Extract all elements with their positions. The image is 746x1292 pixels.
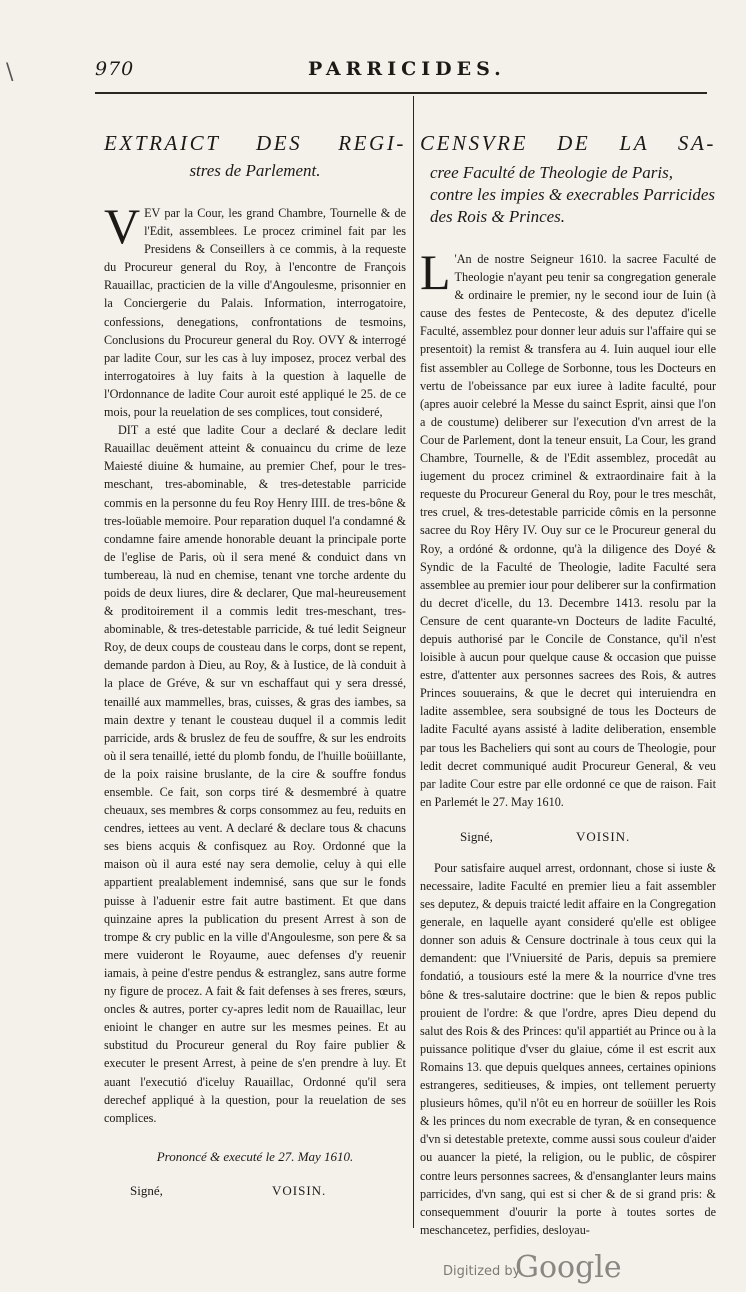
- right-voisin: VOISIN.: [576, 828, 631, 844]
- left-paragraph-1: [104, 198, 406, 421]
- left-para1-text: EV par la Cour, les grand Chambre, Tournelle & de l'Edit, assemblees. Le procez criminel fait par les Presidens & Conseillers à ce commis, à la requeste du Procureur general du Roy, à l'encontre de François Rauaillac, practicien de la ville d'Angoulesme, prisonnier en la Conciergerie du Palais. Information, interrogatoire, confessions, denegations, confrontations de tesmoins, Conclusions du Procureur general du Roy. OVY & interrogé par ladite Cour, sur les cas à luy imposez, procez verbal des interrogatoires à luy faits à la question à laquelle de l'Ordonnance de ladite Cour auroit esté appliqué le 25. de ce mois, pour la reuelation de ses complices, tout consideré,: [104, 206, 406, 420]
- running-title: PARRICIDES.: [308, 58, 506, 80]
- right-title-italic: cree Faculté de Theologie de Paris, contre les impies & execrables Parricides des Rois & Princes.: [430, 163, 715, 226]
- google-logo: Google: [515, 1250, 622, 1285]
- pronounce-line: Prononcé & executé le 27. May 1610.: [156, 1148, 354, 1164]
- page-number: 970: [95, 58, 135, 80]
- left-paragraph-2: DIT a esté que ladite Cour a declaré & declare ledit Rauaillac deuëment atteint & conuaincu du crime de leze Maiesté diuine & humaine, au premier Chef, pour le tres-meschant, tres-abominable, & tres-detestable parricide commis en la personne du feu Roy Henry IIII. de tres-bône & tres-loüable memoire. Pour reparation duquel l'a condamné & condamne faire amende honorable deuant la principale porte de l'eglise de Paris, où il sera mené & conduict dans vn tumbereau, là nud en chemise, tenant vne torche ardente du poids de deux liures, dire & declarer, Que mal-heureusement & proditoirement il a commis ledit tres-meschant, tres-abominable, & tres-detestable parricide, & tué ledit Seigneur Roy, de deux coups de cousteau dans le corps, dont se repent, demande pardon à Dieu, au Roy, & à Iustice, de là conduit à la place de Gréve, & sur vn eschaffaut qui y sera dressé, tenaillé aux mammelles, bras, cuisses, & gras des iambes, sa main dextre y tenant le cousteau duquel il a commis ledit parricide, ards & bruslez de feu de souffre, & sur les endroits où il sera tenaillé, ietté du plomb fondu, de l'huille boüillante, de la poix raisine bruslante, de la cire & souffre fondus ensemble. Ce fait, son corps tiré & desmembré à quatre cheuaux, ses membres & corps consommez au feu, reduits en cendres, iettees au vent. A declaré & declare tous & chacuns ses biens acquis & confisquez au Roy. Ordonné que la maison où il aura esté nay sera demolie, celuy à qui elle appartient prealablement indemnisé, sans que sur le fonds puisse à l'aduenir estre fait autre bastiment. Et que dans quinzaine apres la publication du present Arrest à son de trompe & cry public en la ville d'Angoulesme, son pere & sa mere vuideront le Royaume, auec defenses d'y reuenir iamais, à peine d'estre pendus & estranglez, sans autre forme ny figure de procez. A fait & fait defenses à ses freres, sœurs, oncles & autres, porter cy-apres ledit nom de Rauaillac, leur enioint le changer en autre sur les mesmes peines. Et au substitud du Procureur general du Roy faire publier & executer le present Arrest, à peine de s'en prendre à luy. Et auant l'executió d'iceluy Rauaillac, Ordonné qu'il sera derechef appliqué à la question, pour la reuelation de ses complices.: [104, 423, 406, 1125]
- right-paragraph-2: Pour satisfaire auquel arrest, ordonnant, chose si iuste & necessaire, ladite Faculté en premier lieu a fait assembler ses deputez, & depuis traicté ledit affaire en la Congregation generale, en laquelle ayant consideré qu'elle est obligee donner son aduis & Censure doctrinale à tous ceux qui la demandent: que l'Vniuersité de Paris, depuis sa premiere fondatió, a tousiours esté la mere & la nourrice d'vne tres bône & tres-salutaire doctrine: que le bien & repos public prouient de l'ordre: & que l'ordre, apres Dieu depend du salut des Rois & des Princes: qu'il appartiét au Prince ou à la puissance politique d'vser du glaiue, cóme il est escrit aux Romains 13. que depuis quelques annees, certaines opinions estrangeres, seditieuses, & impies, ont tellement peruerty plusieurs hômes, qu'il n'ôt eu en horreur de soüiller les Rois & les princes du nom execrable de tyran, & en consequence d'vn si detestable pretexte, comme aussi sous couleur d'aider ou auancer la pieté, la religion, ou le public, de côspirer contre leurs personnes sacrees, & d'ensanglanter leurs mains parricides, d'vn sang, qui est si cher & de si grand pris: & consequemment d'ouurir la porte à toutes sortes de meschancetez, perfidies, desloyau-: [420, 860, 716, 1237]
- left-signe: Signé,: [130, 1182, 163, 1198]
- left-voisin: VOISIN.: [272, 1182, 327, 1198]
- left-column: [104, 96, 406, 1203]
- right-paragraph-1: [420, 244, 716, 811]
- left-dropcap: V: [104, 198, 141, 254]
- running-head: [95, 58, 707, 84]
- right-signature: [420, 829, 716, 849]
- left-title-caps: EXTRAICT DES REGI-: [104, 131, 406, 155]
- column-divider: [413, 96, 414, 1228]
- header-rule: [95, 92, 707, 94]
- right-signe: Signé,: [460, 828, 493, 844]
- margin-mark: \: [6, 60, 14, 85]
- left-title-italic: stres de Parlement.: [189, 161, 321, 180]
- right-para1-text: 'An de nostre Seigneur 1610. la sacree Faculté de Theologie n'ayant peu tenir sa congregation generale & ordinaire le premier, ny le second iour de Iuin (à cause des festes de Pentecoste, & des deputez d'icelle Faculté, assemblez pour donner leur aduis sur l'affaire qui se presentoit) la remist & transfera au 4. Iuin auquel iour elle fist assembler au College de Sorbonne, tous les Docteurs en vertu de l'obeissance par eux iuree à ladite faculté, pour (apres auoir celebré la Messe du sainct Esprit, ainsi que l'on a de coustume) deliberer sur l'execution d'vn arrest de la Cour de Parlement, dont la teneur ensuit, La Cour, les grand Chambre, Tournelle, & de l'Edit assemblez, procedât au iugement du procez criminel & extraordinaire fait à la requeste du Procureur General du Roy, pour le tres meschât, tres cruel, & tres-detestable parricide cômis en la personne sacree du Roy Hêry IV. Ouy sur ce le Procureur general du Roy, a ordóné & ordonne, qu'à la diligence des Doyé & Syndic de la Faculté de Theologie, ladite Faculté sera assemblee au premier iour pour deliberer sur la confirmation du decret d'icelle, du 13. Decembre 1413. resolu par la Censure de cent quarante-vn Docteurs de ladite Faculté, depuis authorisé par le Concile de Constance, qu'il n'est loisible à aucun pour quelque cause & occasion que puisse estre, d'attenter aux personnes sacrees des Rois, & autres Princes souuerains, & que le decret qui interuiendra en ladite assemblee, sera soubsigné de tous les Docteurs de ladite Faculté ayans assisté à ladite deliberation, ensemble par tous les Bacheliers qui sont au cours de Theologie, pour ledit decret communiqué audit Procureur General, & veu par ladite Cour estre par elle ordonné ce que de raison. Fait en Parlemét le 27. May 1610.: [420, 252, 716, 809]
- right-title-caps: CENSVRE DE LA SA-: [420, 131, 716, 155]
- digitized-by-label: Digitized by: [443, 1264, 521, 1279]
- right-column: [420, 96, 716, 1239]
- right-dropcap: L: [420, 244, 451, 300]
- left-signature: [104, 1183, 406, 1203]
- google-watermark: [443, 1250, 713, 1286]
